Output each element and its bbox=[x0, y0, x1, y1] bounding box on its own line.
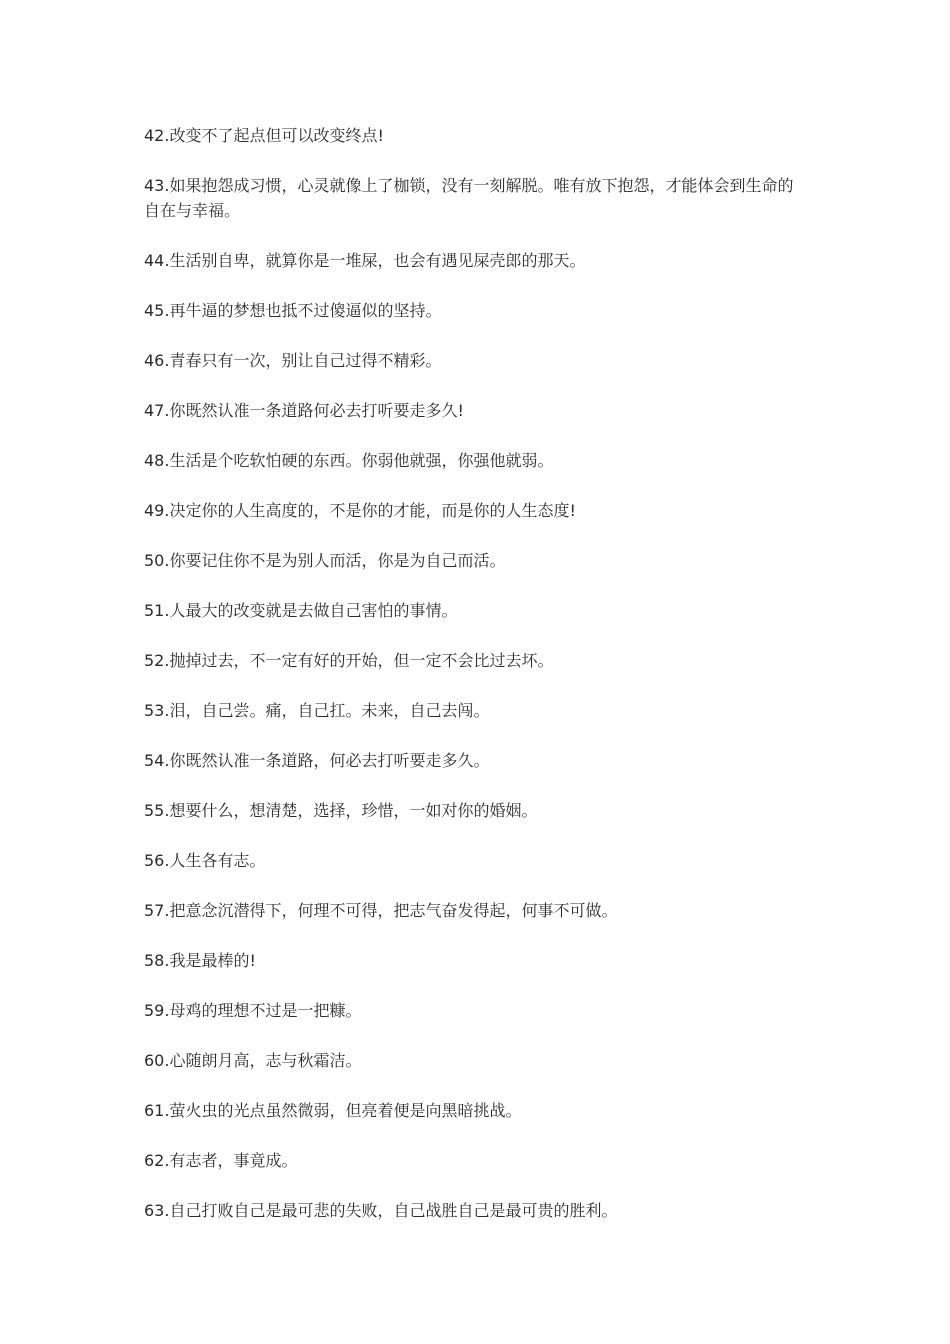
paragraph-62: 62.有志者，事竟成。 bbox=[144, 1151, 298, 1170]
paragraph-56: 56.人生各有志。 bbox=[144, 851, 266, 870]
paragraph-53: 53.泪，自己尝。痛，自己扛。未来，自己去闯。 bbox=[144, 701, 490, 720]
paragraph-57: 57.把意念沉潜得下，何理不可得，把志气奋发得起，何事不可做。 bbox=[144, 901, 618, 920]
document-body bbox=[144, 123, 809, 1248]
paragraph-50: 50.你要记住你不是为别人而活，你是为自己而活。 bbox=[144, 551, 506, 570]
paragraph-59: 59.母鸡的理想不过是一把糠。 bbox=[144, 1001, 362, 1020]
paragraph-51: 51.人最大的改变就是去做自己害怕的事情。 bbox=[144, 601, 458, 620]
paragraph-61: 61.萤火虫的光点虽然微弱，但亮着便是向黑暗挑战。 bbox=[144, 1101, 522, 1120]
paragraph-48: 48.生活是个吃软怕硬的东西。你弱他就强，你强他就弱。 bbox=[144, 451, 554, 470]
paragraph-42: 42.改变不了起点但可以改变终点! bbox=[144, 126, 384, 145]
paragraph-45: 45.再牛逼的梦想也抵不过傻逼似的坚持。 bbox=[144, 301, 442, 320]
paragraph-52: 52.抛掉过去，不一定有好的开始，但一定不会比过去坏。 bbox=[144, 651, 554, 670]
paragraph-58: 58.我是最棒的! bbox=[144, 951, 256, 970]
paragraph-46: 46.青春只有一次，别让自己过得不精彩。 bbox=[144, 351, 442, 370]
paragraph-49: 49.决定你的人生高度的，不是你的才能，而是你的人生态度! bbox=[144, 501, 576, 520]
paragraph-54: 54.你既然认准一条道路，何必去打听要走多久。 bbox=[144, 751, 490, 770]
paragraph-63: 63.自己打败自己是最可悲的失败，自己战胜自己是最可贵的胜利。 bbox=[144, 1201, 618, 1220]
paragraph-47: 47.你既然认准一条道路何必去打听要走多久! bbox=[144, 401, 464, 420]
paragraph-43: 43.如果抱怨成习惯，心灵就像上了枷锁，没有一刻解脱。唯有放下抱怨，才能体会到生命的自在与幸福。 bbox=[144, 176, 794, 220]
paragraph-55: 55.想要什么，想清楚，选择，珍惜，一如对你的婚姻。 bbox=[144, 801, 538, 820]
paragraph-60: 60.心随朗月高，志与秋霜洁。 bbox=[144, 1051, 362, 1070]
paragraph-44: 44.生活别自卑，就算你是一堆屎，也会有遇见屎壳郎的那天。 bbox=[144, 251, 586, 270]
